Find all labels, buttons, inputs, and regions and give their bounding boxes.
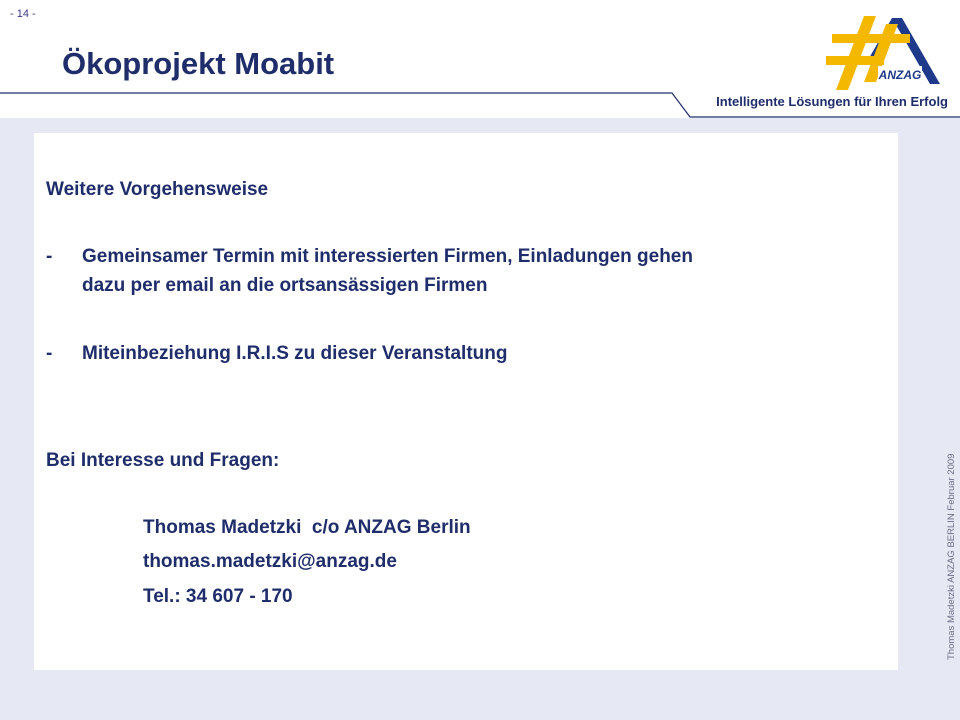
- footer-side-note: Thomas Madetzki ANZAG BERLIN Februar 2009: [946, 453, 957, 660]
- contact-heading: Bei Interesse und Fragen:: [46, 450, 280, 471]
- contact-phone: Tel.: 34 607 - 170: [143, 586, 293, 607]
- page-number: - 14 -: [10, 8, 36, 20]
- company-tagline: Intelligente Lösungen für Ihren Erfolg: [716, 94, 948, 109]
- anzag-logo: [826, 14, 942, 90]
- contact-email: thomas.madetzki@anzag.de: [143, 551, 397, 572]
- bullet-2-line-1: Miteinbeziehung I.R.I.S zu dieser Veranstaltung: [82, 343, 508, 364]
- bullet-1-line-2: dazu per email an die ortsansässigen Firmen: [82, 275, 488, 296]
- contact-name: Thomas Madetzki c/o ANZAG Berlin: [143, 517, 471, 538]
- bullet-dash: -: [46, 343, 53, 364]
- bullet-1-line-1: Gemeinsamer Termin mit interessierten Firmen, Einladungen gehen: [82, 246, 693, 267]
- slide-header: [0, 0, 960, 118]
- logo-wordmark: ANZAG: [878, 68, 922, 82]
- slide-title: Ökoprojekt Moabit: [62, 46, 335, 81]
- bullet-dash: -: [46, 246, 53, 267]
- section-heading: Weitere Vorgehensweise: [46, 179, 269, 200]
